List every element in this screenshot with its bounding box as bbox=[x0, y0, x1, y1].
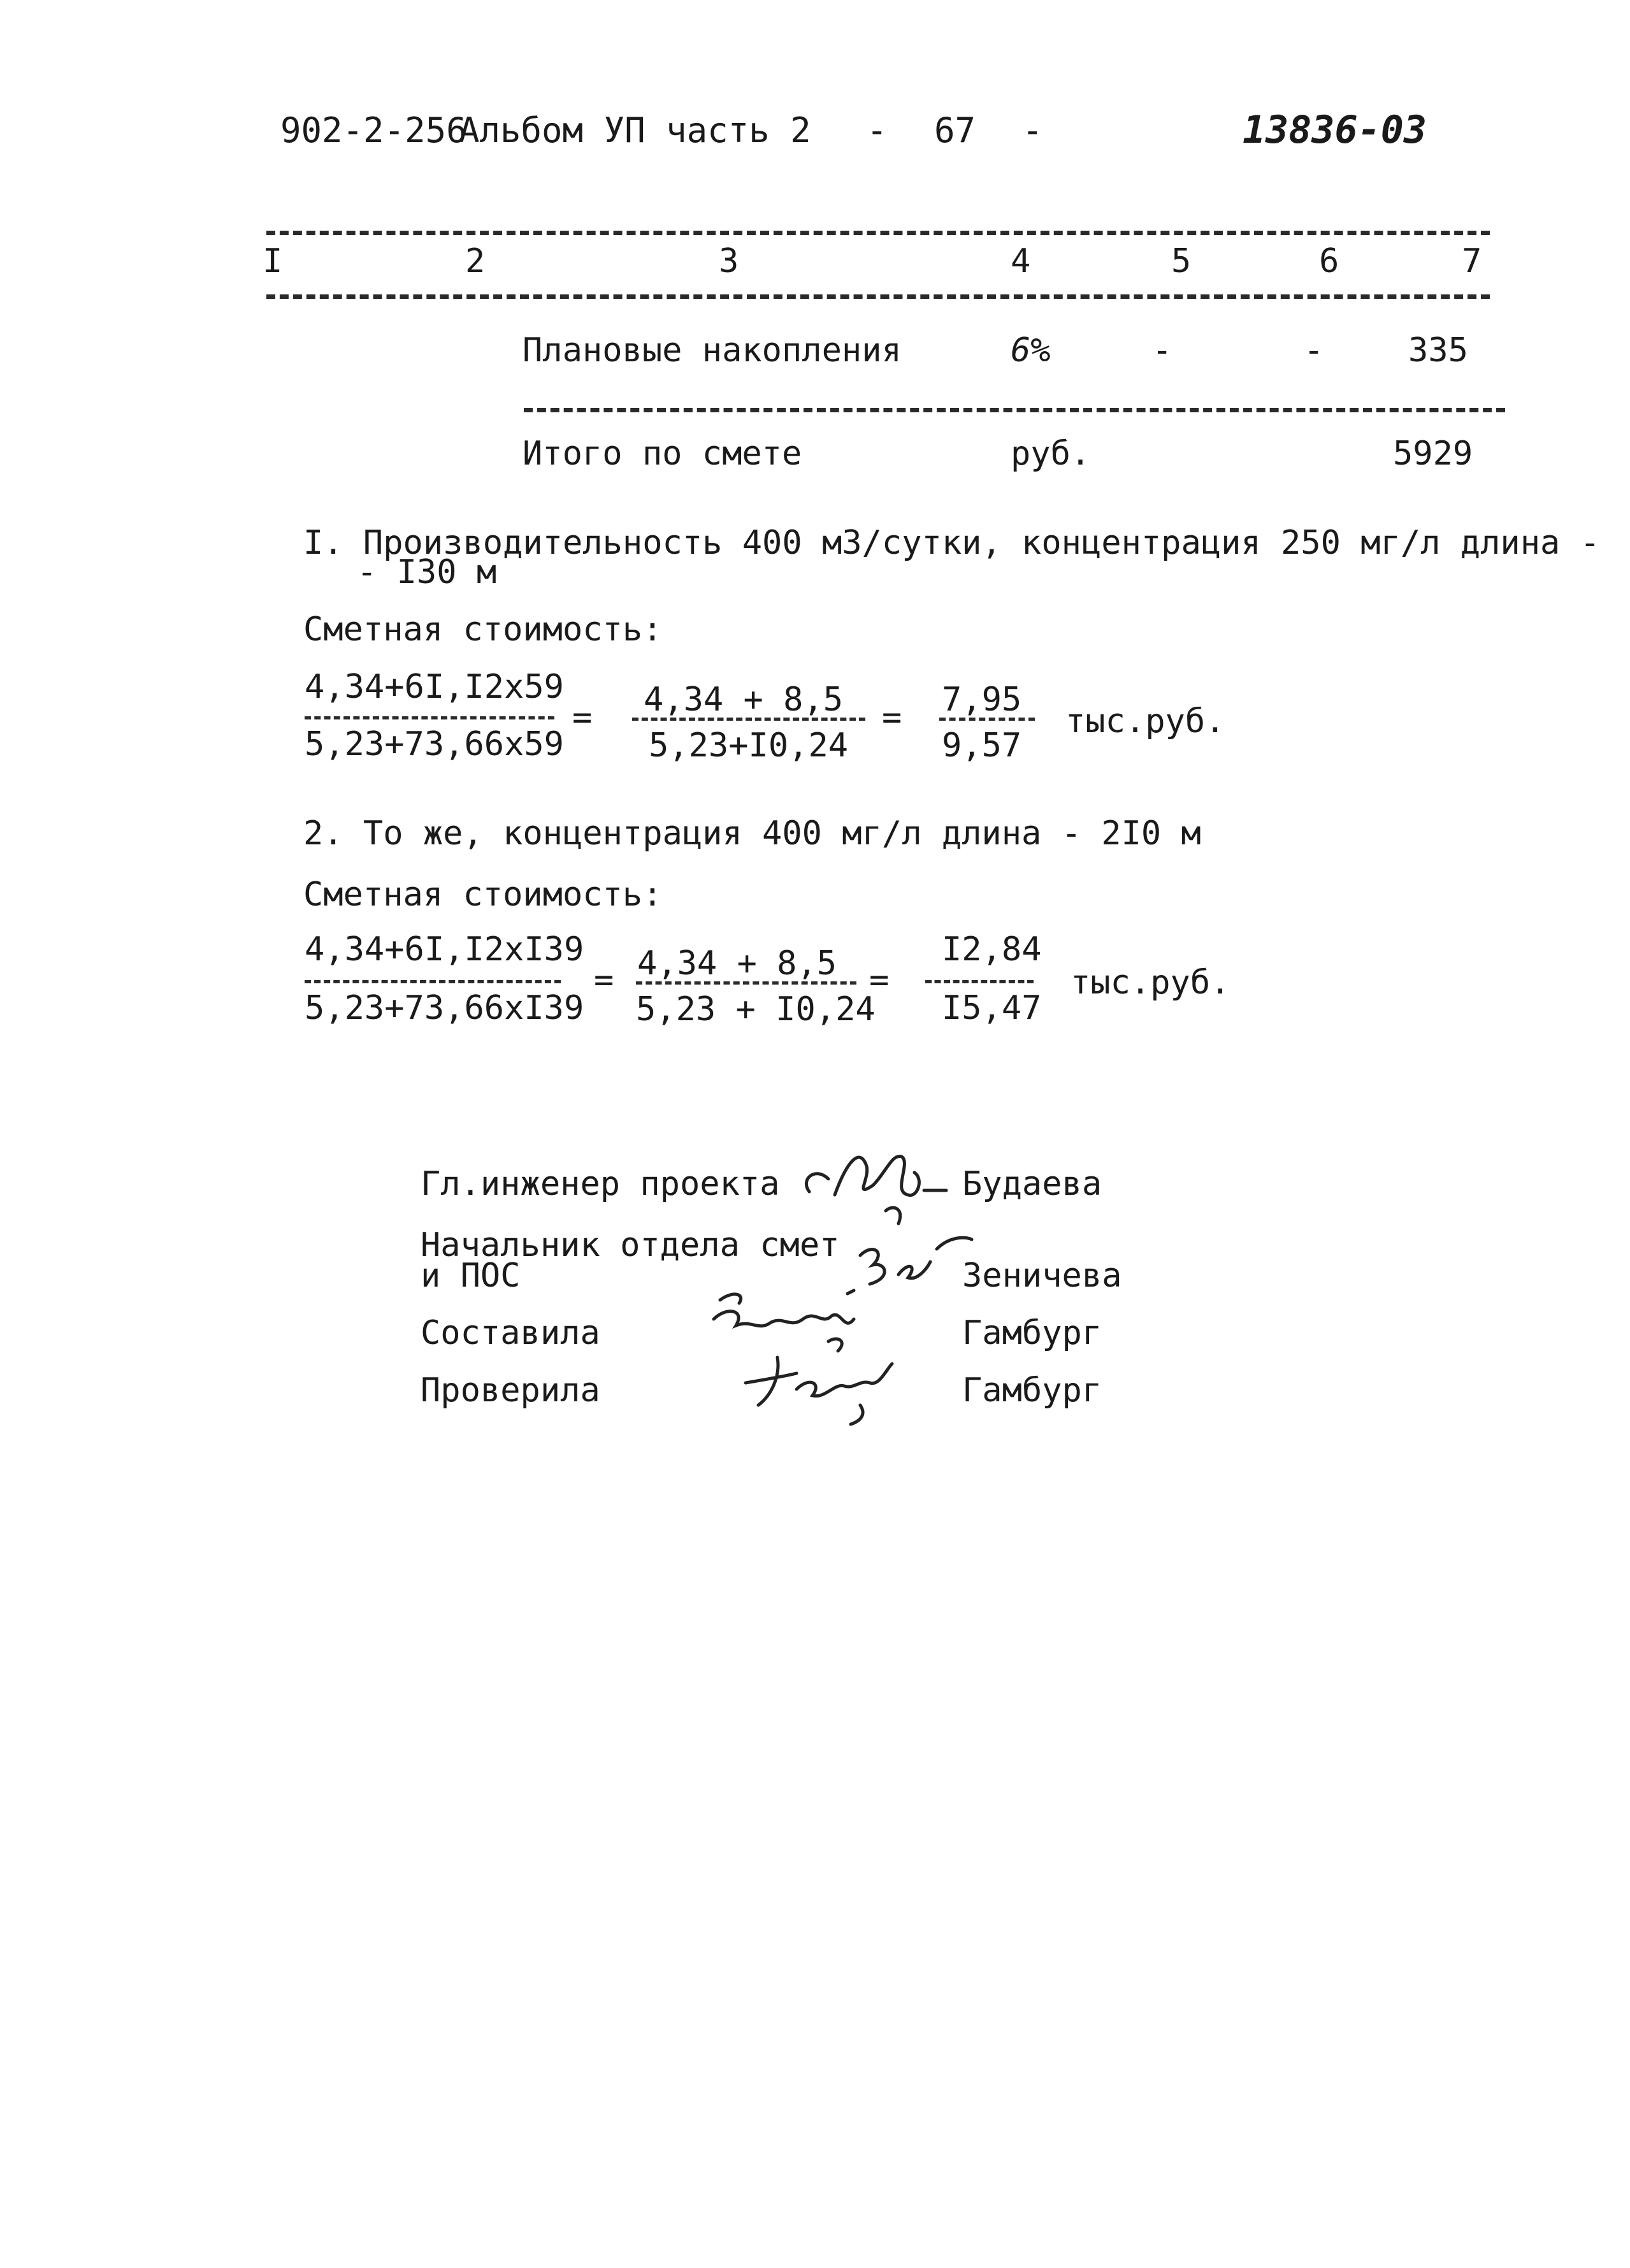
sign-role-compiled-by: Составила bbox=[421, 1314, 600, 1352]
col-header-2: 2 bbox=[465, 242, 486, 280]
section1-cost-label: Сметная стоимость: bbox=[303, 610, 663, 649]
section1-formula3-numerator: 7,95 bbox=[942, 681, 1022, 719]
sign-name-checked-by: Гамбург bbox=[962, 1371, 1102, 1410]
col-header-3: 3 bbox=[719, 242, 739, 280]
section2-equals1: = bbox=[594, 961, 614, 999]
section1-formula2-denominator: 5,23+I0,24 bbox=[649, 726, 849, 765]
table-header-rule bbox=[266, 294, 1490, 299]
sign-role-chief-engineer: Гл.инженер проекта bbox=[421, 1165, 780, 1203]
inventory-number: 13836-03 bbox=[1243, 108, 1427, 152]
section1-formula1-bar bbox=[305, 716, 554, 719]
sign-role-department-head-line1: Начальник отдела смет bbox=[421, 1226, 840, 1264]
section2-heading: 2. То же, концентрация 400 мг/л длина - 2I0 м bbox=[303, 814, 1201, 853]
page-dash-left: - bbox=[867, 110, 888, 150]
section2-formula3-bar bbox=[925, 980, 1034, 983]
section2-unit: тыс.руб. bbox=[1071, 964, 1230, 1002]
row-total-name: Итого по смете bbox=[523, 435, 802, 473]
row-planned-pct: 6% bbox=[1011, 331, 1051, 370]
row-planned-c5: - bbox=[1152, 331, 1172, 370]
sign-name-compiled-by: Гамбург bbox=[962, 1314, 1102, 1352]
row-planned-c6: - bbox=[1304, 331, 1324, 370]
col-header-7: 7 bbox=[1462, 242, 1482, 280]
album-title: Альбом УП часть 2 bbox=[459, 110, 811, 150]
section1-heading-line1: I. Производительность 400 м3/сутки, концентрация 250 мг/л длина - bbox=[303, 524, 1600, 562]
section2-formula2-bar bbox=[636, 981, 856, 985]
section2-formula2-numerator: 4,34 + 8,5 bbox=[637, 944, 837, 983]
handwritten-signature-chief-engineer bbox=[797, 1134, 949, 1236]
section1-formula2-numerator: 4,34 + 8,5 bbox=[644, 681, 844, 719]
page-dash-right: - bbox=[1022, 110, 1043, 150]
sign-name-department-head: Зеничева bbox=[962, 1257, 1122, 1295]
section2-formula1-denominator: 5,23+73,66xI39 bbox=[305, 989, 584, 1027]
row-total-unit: руб. bbox=[1011, 435, 1091, 473]
handwritten-signature-checked-by bbox=[733, 1345, 898, 1427]
section1-equals1: = bbox=[572, 698, 593, 737]
page-number: 67 bbox=[934, 110, 976, 150]
section1-unit: тыс.руб. bbox=[1065, 702, 1225, 740]
section2-equals2: = bbox=[869, 961, 890, 999]
col-header-5: 5 bbox=[1171, 242, 1192, 280]
section1-heading-line2: - I30 м bbox=[357, 553, 497, 591]
section2-formula1-bar bbox=[305, 980, 561, 983]
sign-role-checked-by: Проверила bbox=[421, 1371, 600, 1410]
col-header-6: 6 bbox=[1319, 242, 1339, 280]
sign-role-department-head-line2: и ПОС bbox=[421, 1257, 521, 1295]
section2-cost-label: Сметная стоимость: bbox=[303, 876, 663, 914]
doc-code: 902-2-256 bbox=[280, 110, 467, 150]
section2-formula1-numerator: 4,34+6I,I2xI39 bbox=[305, 930, 584, 969]
section2-formula3-denominator: I5,47 bbox=[942, 989, 1042, 1027]
section1-equals2: = bbox=[882, 698, 902, 737]
row-planned-value: 335 bbox=[1408, 331, 1468, 370]
section2-formula3-numerator: I2,84 bbox=[942, 930, 1042, 969]
table-top-rule bbox=[266, 231, 1490, 235]
section1-formula1-numerator: 4,34+6I,I2x59 bbox=[305, 668, 564, 706]
col-header-4: 4 bbox=[1011, 242, 1031, 280]
section1-formula1-denominator: 5,23+73,66x59 bbox=[305, 725, 564, 763]
table-total-rule bbox=[524, 408, 1505, 412]
section1-formula2-bar bbox=[632, 718, 865, 721]
section1-formula3-bar bbox=[939, 718, 1035, 721]
sign-name-chief-engineer: Будаева bbox=[962, 1165, 1102, 1203]
row-total-value: 5929 bbox=[1393, 435, 1473, 473]
col-header-1: I bbox=[263, 242, 283, 280]
row-planned-name: Плановые накопления bbox=[523, 331, 902, 370]
section2-formula2-denominator: 5,23 + I0,24 bbox=[636, 990, 876, 1029]
section1-formula3-denominator: 9,57 bbox=[942, 726, 1022, 765]
